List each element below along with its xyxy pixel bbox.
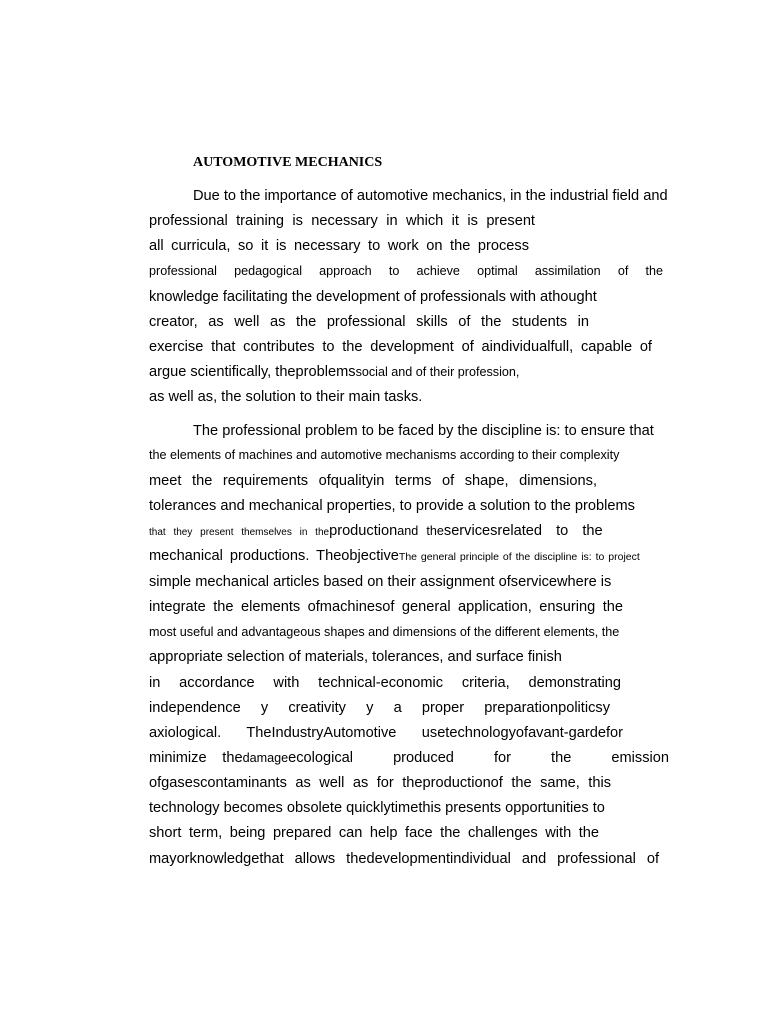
- text-run: and: [397, 524, 419, 538]
- text-line: tolerances and mechanical properties, to provide a solution to the problems: [149, 498, 635, 514]
- text-run: damage: [242, 751, 289, 765]
- text-run: mechanical productions. Theobjective: [149, 548, 399, 564]
- text-run: the: [426, 524, 444, 538]
- text-line: [149, 362, 519, 382]
- text-line: simple mechanical articles based on their assignment ofservicewhere is: [149, 574, 612, 590]
- text-line: professional training is necessary in which it is present: [149, 213, 535, 229]
- document-title: AUTOMOTIVE MECHANICS: [193, 155, 383, 170]
- text-line: as well as, the solution to their main tasks.: [149, 389, 423, 405]
- text-line: all curricula, so it is necessary to work on the process: [149, 238, 529, 254]
- text-run: minimize: [149, 750, 207, 766]
- text-run: production: [329, 523, 398, 539]
- text-line: meet the requirements ofqualityin terms of shape, dimensions,: [149, 473, 597, 489]
- text-line: technology becomes obsolete quicklytimethis presents opportunities to: [149, 800, 605, 816]
- text-run: the: [222, 750, 243, 766]
- text-run: The general principle of the discipline is: to project: [398, 551, 640, 563]
- text-line: knowledge facilitating the development of professionals with athought: [149, 289, 597, 305]
- text-run: social and of their profession,: [355, 365, 520, 379]
- text-line: short term, being prepared can help face the challenges with the: [149, 825, 599, 841]
- text-line: mayorknowledgethat allows thedevelopmentindividual and professional of: [149, 851, 659, 867]
- text-line: [149, 748, 669, 768]
- text-run: ecological produced for the emission: [288, 750, 669, 766]
- text-line: The professional problem to be faced by the discipline is: to ensure that: [193, 423, 654, 439]
- text-line: axiological. TheIndustryAutomotive usetechnologyofavant-gardefor: [149, 725, 623, 741]
- text-line: most useful and advantageous shapes and dimensions of the different elements, the: [149, 625, 620, 639]
- text-run: argue scientifically, theproblems: [149, 364, 356, 380]
- text-line: Due to the importance of automotive mechanics, in the industrial field and: [193, 188, 668, 204]
- text-line: ofgasescontaminants as well as for theproductionof the same, this: [149, 775, 611, 791]
- text-run: servicesrelated to the: [443, 523, 603, 539]
- text-line: in accordance with technical-economic criteria, demonstrating: [149, 675, 621, 691]
- text-line: independence y creativity y a proper preparationpoliticsy: [149, 700, 610, 716]
- text-line: integrate the elements ofmachinesof general application, ensuring the: [149, 599, 623, 615]
- text-line: creator, as well as the professional skills of the students in: [149, 314, 589, 330]
- text-line: appropriate selection of materials, tolerances, and surface finish: [149, 649, 562, 665]
- text-line: professional pedagogical approach to achieve optimal assimilation of the: [149, 264, 663, 278]
- text-line: [149, 546, 640, 566]
- text-line: the elements of machines and automotive mechanisms according to their complexity: [149, 448, 620, 462]
- text-line: exercise that contributes to the development of aindividualfull, capable of: [149, 339, 652, 355]
- text-line: [149, 521, 603, 541]
- text-run: that they present themselves in the: [149, 527, 330, 538]
